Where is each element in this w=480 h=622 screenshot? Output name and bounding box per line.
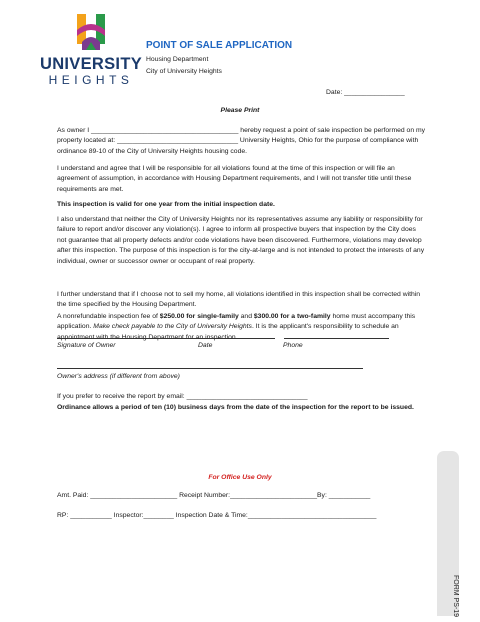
- city-name: City of University Heights: [146, 68, 222, 75]
- validity-statement: This inspection is valid for one year from the initial inspection date.: [57, 201, 275, 208]
- owner-request-paragraph[interactable]: As owner I _______________________________________ hereby request a point of sale inspection be performed on my property located at: ________________________________ University Heights, Ohio for the purpose of compliance with ordinance 89-10 of the City of University Heights housing code.: [57, 127, 426, 155]
- date-label: Date: [198, 342, 213, 349]
- phone-line[interactable]: [284, 338, 389, 339]
- form-number: FORM PS-19: [452, 575, 459, 618]
- correction-paragraph: I further understand that if I choose not to sell my home, all violations identified in this inspection shall be corrected within the time specified by the Housing Department.: [57, 291, 421, 309]
- fee-paragraph: A nonrefundable inspection fee of $250.00 for single-family and $300.00 for a two-family home must accompany this application. Make check payable to the City of University Heights. It is the applicant's responsibility to schedule an appointment with the Housing Department for an inspection.: [57, 313, 416, 341]
- email-field[interactable]: If you prefer to receive the report by email: ________________________________: [57, 393, 308, 400]
- owner-address-line[interactable]: [57, 368, 363, 369]
- logo-text-heights: HEIGHTS: [48, 73, 134, 87]
- signature-date-line[interactable]: [57, 338, 275, 339]
- phone-label: Phone: [283, 342, 303, 349]
- logo-text-university: UNIVERSITY: [39, 55, 143, 73]
- office-row-payment[interactable]: Amt. Paid: _______________________ Receipt Number:_______________________By: ___________: [57, 492, 371, 499]
- liability-paragraph: I also understand that neither the City of University Heights nor its representatives assume any liability or responsibility for failure to report and/or discover any violation(s). I agree to inform all prospective buyers that inspection by the City does not guarantee that all property defects and/or code violations have been discovered. Furthermore, violations may develop after this inspection. The purpose of this inspection is for the city-at-large and is not intended to protect the interests of any individual, owner or successor owner or occupant of real property.: [57, 216, 425, 265]
- date-field[interactable]: Date: ________________: [326, 89, 405, 96]
- ordinance-note: Ordinance allows a period of ten (10) business days from the date of the inspection for the report to be issued.: [57, 404, 414, 411]
- owner-address-label: Owner's address (if different from above): [57, 373, 180, 380]
- office-use-heading: For Office Use Only: [208, 474, 272, 481]
- responsibility-paragraph: I understand and agree that I will be responsible for all violations found at the time of this inspection or will file an agreement of assumption, in accordance with Housing Department requirements, and I will not transfer title until these requirements are met.: [57, 165, 412, 193]
- department-name: Housing Department: [146, 56, 209, 63]
- office-row-inspection[interactable]: RP: ___________ Inspector:________ Inspection Date & Time:__________________________________: [57, 512, 377, 519]
- form-title: POINT OF SALE APPLICATION: [146, 40, 293, 51]
- please-print-note: Please Print: [220, 107, 260, 114]
- signature-of-owner-label: Signature of Owner: [57, 342, 116, 349]
